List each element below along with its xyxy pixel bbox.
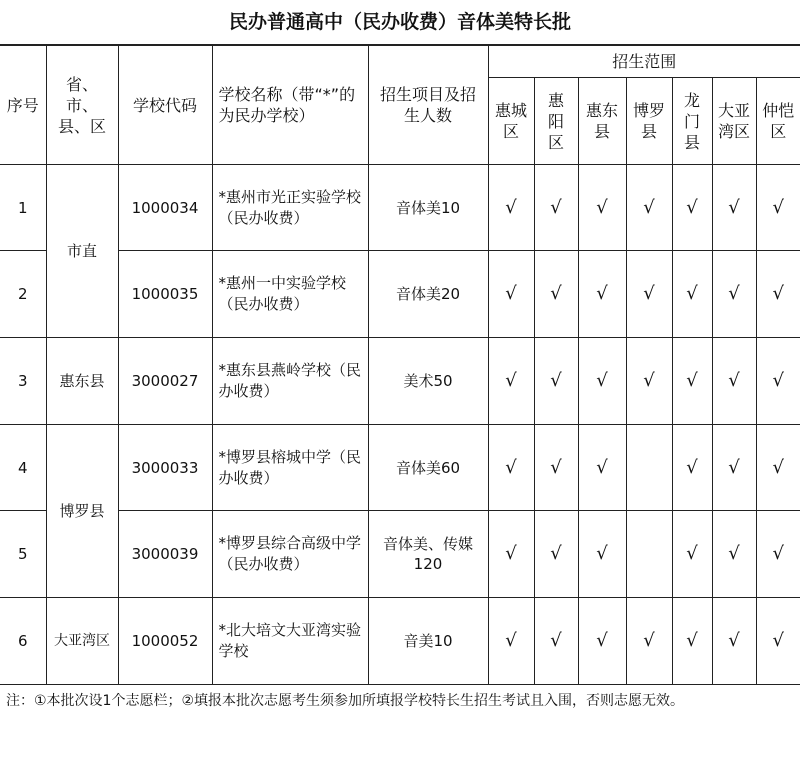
check-mark: √ — [712, 598, 756, 685]
check-mark: √ — [534, 251, 578, 338]
check-mark: √ — [578, 338, 626, 425]
check-mark: √ — [578, 425, 626, 511]
table-row — [0, 251, 800, 338]
admission-table — [0, 45, 800, 685]
table-row — [0, 425, 800, 511]
zone-huicheng: 惠城区 — [488, 78, 534, 165]
check-mark: √ — [712, 511, 756, 598]
check-mark: √ — [712, 425, 756, 511]
row-code: 1000035 — [118, 251, 212, 338]
header-school-name: 学校名称（带“*”的为民办学校） — [212, 46, 368, 165]
check-mark: √ — [534, 425, 578, 511]
header-seq: 序号 — [0, 46, 46, 165]
row-school-name: *博罗县综合高级中学（民办收费） — [212, 511, 368, 598]
check-mark: √ — [756, 251, 800, 338]
table-row — [0, 511, 800, 598]
check-mark: √ — [578, 511, 626, 598]
check-mark: √ — [488, 598, 534, 685]
check-mark: √ — [578, 165, 626, 251]
row-project: 音体美、传媒120 — [368, 511, 488, 598]
row-region: 市直 — [46, 165, 118, 338]
check-mark: √ — [534, 338, 578, 425]
row-seq: 4 — [0, 425, 46, 511]
check-mark: √ — [672, 598, 712, 685]
document-title: 民办普通高中（民办收费）音体美特长批 — [0, 0, 800, 45]
table-row — [0, 165, 800, 251]
check-mark: √ — [756, 598, 800, 685]
check-mark: √ — [672, 511, 712, 598]
check-mark: √ — [672, 425, 712, 511]
zone-huidong: 惠东县 — [578, 78, 626, 165]
header-region: 省、市、县、区 — [46, 46, 118, 165]
footnote: 注：①本批次设1个志愿栏；②填报本批次志愿考生须参加所填报学校特长生招生考试且入围，否则志愿无效。 — [6, 693, 685, 709]
header-code: 学校代码 — [118, 46, 212, 165]
row-project: 音体美20 — [368, 251, 488, 338]
check-mark: √ — [626, 598, 672, 685]
row-school-name: *惠东县燕岭学校（民办收费） — [212, 338, 368, 425]
check-mark: √ — [672, 338, 712, 425]
check-mark: √ — [488, 251, 534, 338]
row-region: 博罗县 — [46, 425, 118, 598]
zone-boluo: 博罗县 — [626, 78, 672, 165]
row-code: 1000052 — [118, 598, 212, 685]
check-mark: √ — [672, 165, 712, 251]
row-seq: 3 — [0, 338, 46, 425]
check-mark: √ — [712, 338, 756, 425]
row-school-name: *北大培文大亚湾实验学校 — [212, 598, 368, 685]
check-mark: √ — [756, 165, 800, 251]
check-mark: √ — [712, 251, 756, 338]
check-mark: √ — [534, 598, 578, 685]
row-project: 音体美10 — [368, 165, 488, 251]
check-mark: √ — [488, 511, 534, 598]
check-mark: √ — [626, 251, 672, 338]
check-mark: √ — [626, 338, 672, 425]
zone-longmen: 龙门县 — [672, 78, 712, 165]
check-mark: √ — [672, 251, 712, 338]
row-seq: 1 — [0, 165, 46, 251]
check-mark: √ — [712, 165, 756, 251]
row-project: 音美10 — [368, 598, 488, 685]
table-row — [0, 598, 800, 685]
row-school-name: *惠州一中实验学校（民办收费） — [212, 251, 368, 338]
check-mark — [626, 425, 672, 511]
row-code: 3000033 — [118, 425, 212, 511]
row-school-name: *博罗县榕城中学（民办收费） — [212, 425, 368, 511]
row-seq: 5 — [0, 511, 46, 598]
zone-zhongkai: 仲恺区 — [756, 78, 800, 165]
check-mark: √ — [578, 598, 626, 685]
check-mark: √ — [578, 251, 626, 338]
check-mark: √ — [626, 165, 672, 251]
row-seq: 6 — [0, 598, 46, 685]
check-mark: √ — [488, 165, 534, 251]
row-region: 惠东县 — [46, 338, 118, 425]
row-school-name: *惠州市光正实验学校（民办收费） — [212, 165, 368, 251]
zone-huiyang: 惠阳区 — [534, 78, 578, 165]
check-mark: √ — [756, 338, 800, 425]
header-project: 招生项目及招生人数 — [368, 46, 488, 165]
check-mark: √ — [756, 511, 800, 598]
check-mark: √ — [534, 511, 578, 598]
table-row — [0, 338, 800, 425]
row-seq: 2 — [0, 251, 46, 338]
check-mark — [626, 511, 672, 598]
check-mark: √ — [534, 165, 578, 251]
row-code: 1000034 — [118, 165, 212, 251]
row-code: 3000039 — [118, 511, 212, 598]
row-project: 音体美60 — [368, 425, 488, 511]
row-project: 美术50 — [368, 338, 488, 425]
check-mark: √ — [488, 425, 534, 511]
check-mark: √ — [488, 338, 534, 425]
check-mark: √ — [756, 425, 800, 511]
row-code: 3000027 — [118, 338, 212, 425]
header-scope: 招生范围 — [488, 46, 800, 78]
zone-dayawan: 大亚湾区 — [712, 78, 756, 165]
row-region: 大亚湾区 — [46, 598, 118, 685]
